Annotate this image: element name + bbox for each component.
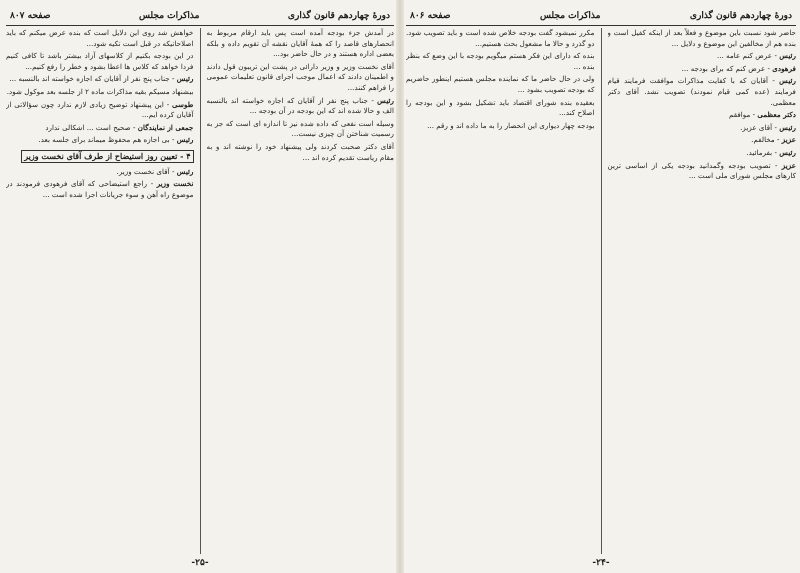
page-folio: -۲۵- xyxy=(191,558,209,568)
paragraph-text: - صحیح است ... اشکالی ندارد xyxy=(45,122,136,132)
page-header xyxy=(406,8,796,26)
paragraph xyxy=(608,135,797,146)
paragraph-text: - آقایان که با کفایت مذاکرات موافقت فرمایند قیام فرمایند (عده کمی قیام نمودند) تصویب نشد. آقای دکتر معظمی. xyxy=(607,76,796,107)
paragraph-text: خواهش شد روی این دلایل است که بنده عرض میکنم که باید اصلاحاتیکه در قبل است تکیه شود... xyxy=(6,28,194,48)
paragraph-text: - جناب پنج نفر از آقایان که اجازه خواسته اند بالنسبه ... xyxy=(9,74,175,84)
paragraph-text: بعقیده بنده شورای اقتصاد باید تشکیل بشود و این بودجه را اصلاح کند... xyxy=(406,97,595,118)
header-title: مذاکرات مجلس xyxy=(539,11,601,21)
text-column-right xyxy=(608,28,797,554)
speaker-name: فرهودی xyxy=(772,63,796,73)
page-body xyxy=(6,28,394,554)
speaker-name: عزیز xyxy=(781,135,796,145)
paragraph-text: مکرر نمیشود گفت بودجه خلاص شده است و باید تصویب شود. دو گذرد و حالا ما مشعول بحث هستیم... xyxy=(406,28,595,48)
paragraph-text: بیشنهاد مسیکم بقیه مذاکرات ماده ۲ از جلسه بعد موکول شود. xyxy=(6,86,194,96)
header-page-number: صفحه ۸۰۶ xyxy=(410,11,451,21)
speaker-name: رئیس xyxy=(779,122,796,132)
paragraph xyxy=(207,96,395,117)
paragraph xyxy=(207,119,395,140)
paragraph xyxy=(6,28,194,49)
speaker-name: عزیز xyxy=(781,160,796,170)
paragraph-text: حاضر شود نسبت باین موضوع و فعلاً بعد از اینکه کفیل است و بنده هم از مخالفین این موضوع و دلایل ... xyxy=(607,28,796,48)
paragraph xyxy=(207,62,395,94)
paragraph-text: آقای نخست وزیر و وزیر دارائی در پشت این تریبون قول دادند و اطمینان دادند که اعمال موجب اجرای قانون تعلیمات عمومی را فراهم کنند... xyxy=(206,61,394,92)
speaker-name: رئیس xyxy=(176,166,194,176)
paragraph-text: - راجع استیضاحی که آقای فرهودی فرمودند در موضوع راه آهن و سوء جریانات اجرا شده است ... xyxy=(6,179,194,199)
paragraph xyxy=(6,123,194,134)
paragraph-text: ولی در حال حاضر ما که نماینده مجلس هستیم اینطور حاضریم که بودجه تصویب بشود ... xyxy=(406,74,595,94)
paragraph xyxy=(207,142,395,163)
paragraph-text: بودجه چهار دیواری این انحصار را به ما داده اند و رقم ... xyxy=(427,120,595,130)
paragraph-text: - بی اجازه هم محفوظ میماند برای جلسه بعد. xyxy=(38,135,175,145)
paragraph xyxy=(406,28,595,49)
speaker-name: رئیس xyxy=(377,95,394,105)
paragraph xyxy=(6,51,194,72)
page-folio: -۲۴- xyxy=(592,558,610,568)
paragraph-text: - این پیشنهاد توضیح زیادی لازم ندارد چون سؤالاتی از آقایان کرده ایم... xyxy=(6,99,194,120)
speaker-name: طوسی xyxy=(172,99,194,109)
paragraph xyxy=(608,28,797,49)
paragraph xyxy=(6,167,194,178)
speaker-name: دکتر معظمی xyxy=(757,110,796,120)
paragraph xyxy=(6,74,194,85)
column-divider xyxy=(601,28,602,554)
book-gutter xyxy=(396,0,404,573)
paragraph-text: - عرض کنم عامه ... xyxy=(716,51,777,61)
speaker-name: رئیس xyxy=(176,135,194,145)
paragraph xyxy=(608,161,797,182)
paragraph xyxy=(608,64,797,75)
paragraph xyxy=(608,123,797,134)
paragraph xyxy=(6,135,194,146)
page-body xyxy=(406,28,796,554)
paragraph xyxy=(6,179,194,200)
paragraph xyxy=(406,121,595,132)
page-header xyxy=(6,8,394,26)
paragraph-text: آقای دکتر صحبت کردند ولی پیشنهاد خود را نوشته اند و به مقام ریاست تقدیم کرده اند ... xyxy=(206,141,394,162)
paragraph xyxy=(608,76,797,108)
speaker-name: رئیس xyxy=(176,74,194,84)
paragraph xyxy=(608,148,797,159)
column-divider xyxy=(200,28,201,554)
header-journal: دورهٔ چهاردهم قانون گذاری xyxy=(287,11,390,21)
paragraph-text: - آقای عزیز. xyxy=(740,122,777,132)
text-column-left xyxy=(406,28,595,554)
paragraph xyxy=(406,98,595,119)
speaker-name: جمعی از نمایندگان xyxy=(137,122,194,132)
paragraph xyxy=(608,51,797,62)
speaker-name: نخست وزیر xyxy=(156,179,194,189)
paragraph-text: - آقای نخست وزیر. xyxy=(116,166,175,176)
text-column-left xyxy=(6,28,194,554)
paragraph-text: در این بودجه بکنیم از کلاسهای آزاد بیشتر باشد تا کافی کنیم فردا خواهد که کلاس ها اعطا بشود و خطر را رفع کنیم... xyxy=(6,51,194,71)
paragraph xyxy=(207,28,395,60)
header-journal: دورهٔ چهاردهم قانون گذاری xyxy=(689,11,792,21)
speaker-name: رئیس xyxy=(779,51,796,61)
paragraph-text: در آمدش جزء بودجه آمده است پس باید ارقام مربوط به انحصارهای قاصد را که همهٔ آقایان نقشه آن تقویم داده و بلکه بعضی اداره هستند و در حال حاضر بود... xyxy=(206,28,394,59)
speaker-name: رئیس xyxy=(779,76,796,86)
header-title: مذاکرات مجلس xyxy=(138,11,200,21)
paragraph-text: بنده که دارای این فکر هستم میگویم بودجه با این وضع که بنظر بنده ... xyxy=(406,51,595,71)
paragraph xyxy=(406,51,595,72)
paragraph xyxy=(406,74,595,95)
paragraph-text: - بفرمائید. xyxy=(746,147,777,157)
text-column-right xyxy=(207,28,395,554)
paragraph xyxy=(6,87,194,98)
speaker-name: رئیس xyxy=(779,147,796,157)
page-807 xyxy=(6,8,394,568)
paragraph-text: - تصویب بودجه وگمدانید بودجه یکی از اساسی ترین کارهای مجلس شورای ملی است ... xyxy=(607,160,796,181)
paragraph-text: وسیله است نفعی که داده شده نیز تا اندازه ای است که جز به رسمیت شناختن آن چیزی نیست... xyxy=(206,118,394,139)
section-heading: ۴ - تعیین روز استیضاح از طرف آقای نخست وزیر xyxy=(21,150,193,163)
paragraph xyxy=(608,110,797,121)
header-page-number: صفحه ۸۰۷ xyxy=(10,11,51,21)
paragraph xyxy=(6,100,194,121)
paragraph-text: - جناب پنج نفر از آقایان که اجازه خواسته اند بالنسبه الف و حالا شده اند که این بودجه در آن بودجه ... xyxy=(206,95,394,116)
paragraph-text: - عرض کنم که برای بودجه ... xyxy=(681,63,770,73)
paragraph-text: - مخالفم. xyxy=(751,135,780,145)
section-title xyxy=(6,148,194,165)
page-806 xyxy=(406,8,796,568)
paragraph-text: - موافقم xyxy=(728,110,756,120)
